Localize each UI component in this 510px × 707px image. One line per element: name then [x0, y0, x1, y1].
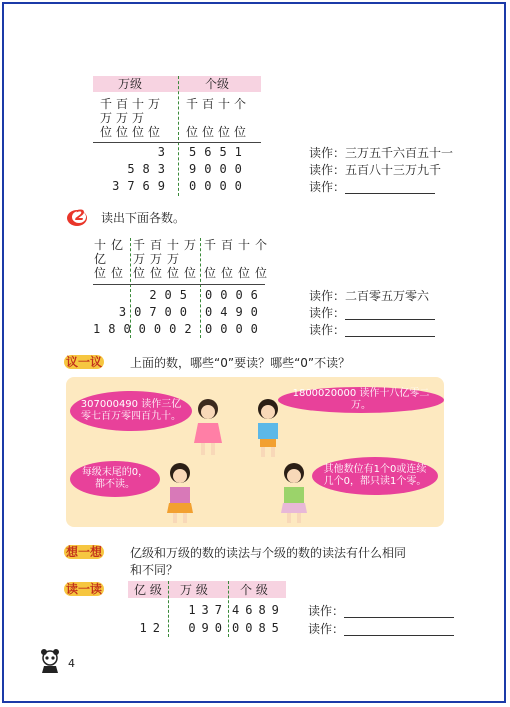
place-label: 万 [148, 97, 161, 111]
place-label: 个 [234, 97, 247, 111]
discussion-scene [66, 377, 444, 527]
place-label: 位 [234, 125, 247, 139]
place-label: 位 [100, 125, 113, 139]
girl-figure-2-icon [162, 461, 198, 525]
table-row-wan: 137 [188, 603, 228, 617]
table-row-right: 0000 [205, 322, 266, 336]
place-label: 千 [100, 97, 113, 111]
section2-number-icon [66, 207, 88, 227]
table-row-right: 5651 [189, 145, 250, 159]
section2-title: 读出下面各数。 [101, 211, 186, 225]
discuss-question: 上面的数，哪些“0”要读？哪些“0”不读？ [130, 356, 351, 370]
speech-bubble-1: 307000490 读作三亿零七百万零四百九十。 [70, 391, 192, 431]
reading-label: 读作： [308, 604, 345, 618]
place-label: 位 [202, 125, 215, 139]
speech-bubble-2: 1800020000 读作十八亿零二万。 [278, 387, 444, 413]
place-label: 千 [133, 238, 146, 252]
place-label: 十 [238, 238, 251, 252]
reading-prompt[interactable] [308, 622, 454, 636]
place-label: 位 [218, 125, 231, 139]
reading-label: 读作： [309, 180, 346, 194]
panda-icon [38, 648, 62, 674]
place-label: 万 [133, 252, 146, 266]
place-label: 位 [184, 266, 197, 280]
table-row-right: 0000 [189, 179, 250, 193]
answer-blank[interactable] [344, 624, 454, 636]
place-label: 位 [255, 266, 268, 280]
place-label: 百 [221, 238, 234, 252]
think-badge: 想一想 [66, 545, 103, 559]
place-label: 千 [204, 238, 217, 252]
reading-prompt[interactable] [309, 306, 435, 320]
place-label: 位 [221, 266, 234, 280]
place-label: 位 [148, 125, 161, 139]
table-row-ge: 4689 [232, 603, 285, 617]
answer-blank[interactable] [344, 606, 454, 618]
place-label: 万 [116, 111, 129, 125]
table2-rule [93, 284, 265, 285]
place-label: 百 [116, 97, 129, 111]
think-line-2: 和不同？ [130, 563, 179, 577]
speech-bubble-4: 其他数位有1个0或连续几个0，都只读1个零。 [312, 457, 438, 495]
place-label: 万 [167, 252, 180, 266]
table2-place-labels [94, 238, 274, 284]
girl-figure-icon [190, 397, 226, 459]
table-row-left: 205 [149, 288, 195, 302]
place-label: 位 [186, 125, 199, 139]
table-row-ge: 0085 [232, 621, 285, 635]
table-row-wan: 090 [188, 621, 228, 635]
table-row-yi: 12 [139, 621, 166, 635]
table-row-left: 1800002 [93, 322, 200, 336]
table-row-left: 583 [127, 162, 173, 176]
table1-place-labels [100, 97, 260, 143]
table1-header-wan: 万级 [118, 77, 143, 91]
read-rows [128, 603, 468, 637]
place-label: 十 [94, 238, 107, 252]
reading-prompt[interactable] [309, 180, 435, 194]
place-label: 亿 [111, 238, 124, 252]
table-row-right: 9000 [189, 162, 250, 176]
place-label: 百 [202, 97, 215, 111]
page-number: 4 [68, 657, 75, 670]
reading-prompt[interactable] [309, 323, 435, 337]
reading-text: 读作：三万五千六百五十一 [309, 146, 454, 160]
boy-figure-2-icon [276, 461, 312, 525]
boy-figure-icon [250, 397, 286, 459]
place-label: 万 [132, 111, 145, 125]
place-label: 百 [150, 238, 163, 252]
read-header-ge: 个 级 [240, 583, 268, 597]
table-row-right: 0006 [205, 288, 266, 302]
place-label: 位 [116, 125, 129, 139]
reading-label: 读作： [309, 306, 346, 320]
place-label: 十 [132, 97, 145, 111]
place-label: 位 [167, 266, 180, 280]
place-label: 千 [186, 97, 199, 111]
place-label: 位 [111, 266, 124, 280]
table1-rule [93, 142, 261, 143]
place-label: 位 [204, 266, 217, 280]
reading-text: 读作：五百八十三万九千 [309, 163, 442, 177]
answer-blank[interactable] [345, 325, 435, 337]
place-label: 万 [150, 252, 163, 266]
table-row-right: 0490 [205, 305, 266, 319]
reading-label: 读作： [309, 323, 346, 337]
place-label: 万 [100, 111, 113, 125]
table2-rows [93, 288, 463, 340]
answer-blank[interactable] [345, 308, 435, 320]
table-row-left: 3769 [112, 179, 173, 193]
place-label: 位 [238, 266, 251, 280]
read-header-yi: 亿 级 [134, 583, 162, 597]
table1-header-ge: 个级 [205, 77, 230, 91]
reading-label: 读作： [308, 622, 345, 636]
place-label: 个 [255, 238, 268, 252]
place-label: 亿 [94, 252, 107, 266]
place-label: 位 [133, 266, 146, 280]
read-header-wan: 万 级 [180, 583, 208, 597]
place-label: 万 [184, 238, 197, 252]
section2-number: 2 [75, 208, 85, 224]
read-badge: 读一读 [66, 582, 103, 596]
place-label: 十 [167, 238, 180, 252]
place-label: 位 [94, 266, 107, 280]
table-row-left: 30700 [118, 305, 195, 319]
reading-prompt[interactable] [308, 604, 454, 618]
reading-text: 读作：二百零五万零六 [309, 289, 430, 303]
place-label: 位 [150, 266, 163, 280]
table1-rows [93, 145, 463, 195]
place-label: 位 [132, 125, 145, 139]
answer-blank[interactable] [345, 182, 435, 194]
discuss-badge: 议一议 [66, 355, 103, 369]
think-line-1: 亿级和万级的数的读法与个级的数的读法有什么相同 [130, 546, 407, 560]
table-row-left: 3 [157, 145, 173, 159]
speech-bubble-3: 每级末尾的0，都不读。 [70, 461, 160, 497]
place-label: 十 [218, 97, 231, 111]
